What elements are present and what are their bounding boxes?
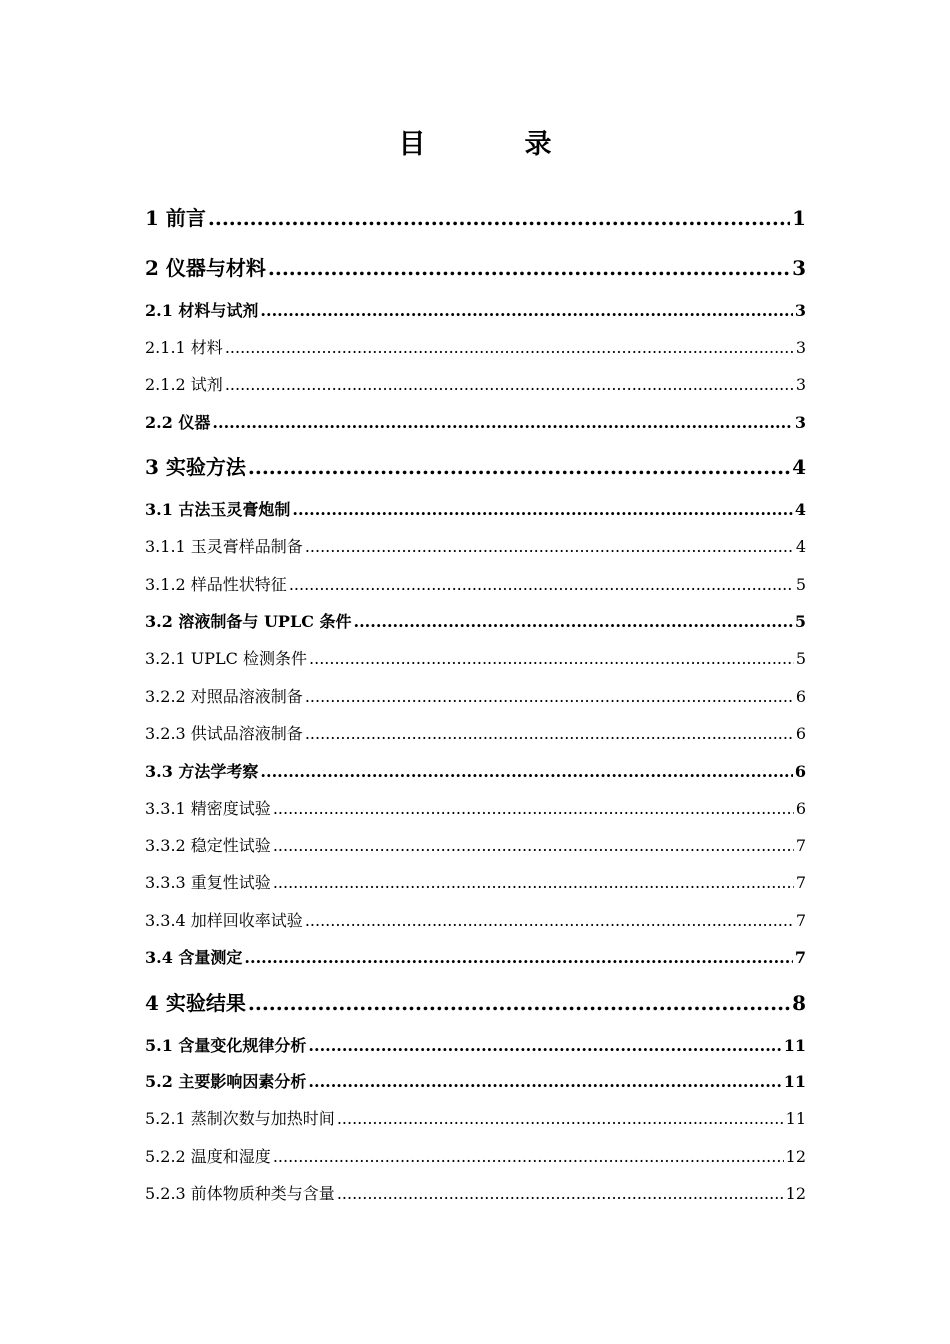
toc-entry[interactable] bbox=[145, 252, 806, 281]
toc-entry[interactable] bbox=[145, 759, 806, 782]
toc-entry-label: 3.2.2 对照品溶液制备 bbox=[145, 687, 303, 706]
toc-entry[interactable] bbox=[145, 298, 806, 321]
toc-entry-label: 5.2.2 温度和湿度 bbox=[145, 1147, 271, 1166]
toc-entry-label: 3.3.3 重复性试验 bbox=[145, 873, 271, 892]
toc-entry[interactable] bbox=[145, 1144, 806, 1167]
toc-leader bbox=[260, 301, 792, 320]
toc-entry-page: 11 bbox=[783, 1072, 806, 1091]
toc-leader bbox=[273, 836, 794, 855]
toc-entry-page: 11 bbox=[783, 1036, 806, 1055]
toc-entry-page: 3 bbox=[792, 256, 806, 280]
toc-entry[interactable] bbox=[145, 721, 806, 744]
toc-entry[interactable] bbox=[145, 572, 806, 595]
toc-entry-page: 4 bbox=[795, 537, 806, 556]
toc-entry[interactable] bbox=[145, 335, 806, 358]
toc-leader bbox=[225, 338, 794, 357]
toc-leader bbox=[289, 575, 794, 594]
toc-leader bbox=[309, 649, 794, 668]
toc-entry[interactable] bbox=[145, 451, 806, 480]
toc-leader bbox=[273, 873, 794, 892]
toc-entry-page: 11 bbox=[785, 1109, 806, 1128]
toc-entry[interactable] bbox=[145, 1033, 806, 1056]
toc-entry-page: 8 bbox=[792, 991, 806, 1015]
toc-entry-page: 3 bbox=[795, 338, 806, 357]
toc-entry-page: 6 bbox=[795, 724, 806, 743]
toc-entry-page: 12 bbox=[785, 1184, 806, 1203]
toc-entry-label: 2.1.1 材料 bbox=[145, 338, 223, 357]
toc-entry-label: 3.2.1 UPLC 检测条件 bbox=[145, 649, 308, 668]
toc-leader bbox=[305, 687, 794, 706]
toc-entry-page: 3 bbox=[794, 413, 806, 432]
toc-entry[interactable] bbox=[145, 870, 806, 893]
toc-entry[interactable] bbox=[145, 372, 806, 395]
toc-leader bbox=[354, 612, 793, 631]
toc-entry-label: 5.2 主要影响因素分析 bbox=[145, 1072, 307, 1091]
toc-entry-label: 5.1 含量变化规律分析 bbox=[145, 1036, 307, 1055]
toc-entry[interactable] bbox=[145, 410, 806, 433]
toc-entry-label: 1 前言 bbox=[145, 206, 206, 230]
toc-entry-label: 2.1 材料与试剂 bbox=[145, 301, 259, 320]
toc-entry-label: 3.2.3 供试品溶液制备 bbox=[145, 724, 303, 743]
toc-entry[interactable] bbox=[145, 684, 806, 707]
toc-entry-page: 7 bbox=[795, 836, 806, 855]
toc-entry-label: 3.3.2 稳定性试验 bbox=[145, 836, 271, 855]
toc-entry-page: 12 bbox=[785, 1147, 806, 1166]
toc-entry[interactable] bbox=[145, 497, 806, 520]
toc-leader bbox=[305, 724, 794, 743]
toc-entry-page: 5 bbox=[795, 575, 806, 594]
toc-entry[interactable] bbox=[145, 1181, 806, 1204]
toc-entry-label: 5.2.3 前体物质种类与含量 bbox=[145, 1184, 335, 1203]
toc-entry-label: 2.2 仪器 bbox=[145, 413, 211, 432]
toc-entry-label: 3.3 方法学考察 bbox=[145, 762, 259, 781]
toc-entry[interactable] bbox=[145, 796, 806, 819]
toc-entry-label: 3.1.2 样品性状特征 bbox=[145, 575, 287, 594]
toc-entry-page: 3 bbox=[794, 301, 806, 320]
toc-entry-page: 6 bbox=[794, 762, 806, 781]
toc-leader bbox=[305, 537, 794, 556]
toc-entry-page: 5 bbox=[794, 612, 806, 631]
toc-leader bbox=[244, 948, 792, 967]
toc-leader bbox=[337, 1109, 784, 1128]
toc-entry-label: 3.3.1 精密度试验 bbox=[145, 799, 271, 818]
toc-entry-page: 4 bbox=[794, 500, 806, 519]
toc-entry-page: 7 bbox=[794, 948, 806, 967]
toc-entry-page: 5 bbox=[795, 649, 806, 668]
toc-entry-label: 4 实验结果 bbox=[145, 991, 246, 1015]
toc-entry-label: 3 实验方法 bbox=[145, 455, 246, 479]
toc-leader bbox=[260, 762, 792, 781]
toc-entry[interactable] bbox=[145, 908, 806, 931]
toc-entry[interactable] bbox=[145, 202, 806, 231]
toc-entry-label: 3.3.4 加样回收率试验 bbox=[145, 911, 303, 930]
toc-entry-label: 5.2.1 蒸制次数与加热时间 bbox=[145, 1109, 335, 1128]
toc-leader bbox=[268, 256, 790, 280]
toc-leader bbox=[308, 1072, 781, 1091]
toc-entry-label: 3.4 含量测定 bbox=[145, 948, 243, 967]
toc-leader bbox=[212, 413, 792, 432]
toc-entry-label: 3.1.1 玉灵膏样品制备 bbox=[145, 537, 303, 556]
toc-leader bbox=[305, 911, 794, 930]
toc-leader bbox=[248, 455, 790, 479]
toc-entry[interactable] bbox=[145, 833, 806, 856]
toc-leader bbox=[308, 1036, 781, 1055]
toc-entry[interactable] bbox=[145, 534, 806, 557]
toc-entry-page: 6 bbox=[795, 799, 806, 818]
toc-title: 目 录 bbox=[398, 129, 588, 160]
toc-entry-label: 2 仪器与材料 bbox=[145, 256, 266, 280]
toc-leader bbox=[273, 799, 794, 818]
toc-entry[interactable] bbox=[145, 945, 806, 968]
toc-entry[interactable] bbox=[145, 609, 806, 632]
toc-entry-page: 7 bbox=[795, 911, 806, 930]
toc-entry[interactable] bbox=[145, 646, 806, 669]
toc-entry-page: 7 bbox=[795, 873, 806, 892]
toc-leader bbox=[225, 375, 794, 394]
toc-entry-label: 2.1.2 试剂 bbox=[145, 375, 223, 394]
toc-entry-label: 3.2 溶液制备与 UPLC 条件 bbox=[145, 612, 352, 631]
toc-entry-page: 4 bbox=[792, 455, 806, 479]
toc-leader bbox=[248, 991, 790, 1015]
toc-entry[interactable] bbox=[145, 987, 806, 1016]
toc-leader bbox=[273, 1147, 784, 1166]
toc-entry-page: 1 bbox=[792, 206, 806, 230]
toc-leader bbox=[337, 1184, 784, 1203]
toc-entry-label: 3.1 古法玉灵膏炮制 bbox=[145, 500, 291, 519]
toc-entry[interactable] bbox=[145, 1069, 806, 1092]
toc-entry[interactable] bbox=[145, 1106, 806, 1129]
toc-leader bbox=[292, 500, 792, 519]
toc-entry-page: 3 bbox=[795, 375, 806, 394]
toc-entry-page: 6 bbox=[795, 687, 806, 706]
toc-leader bbox=[208, 206, 790, 230]
